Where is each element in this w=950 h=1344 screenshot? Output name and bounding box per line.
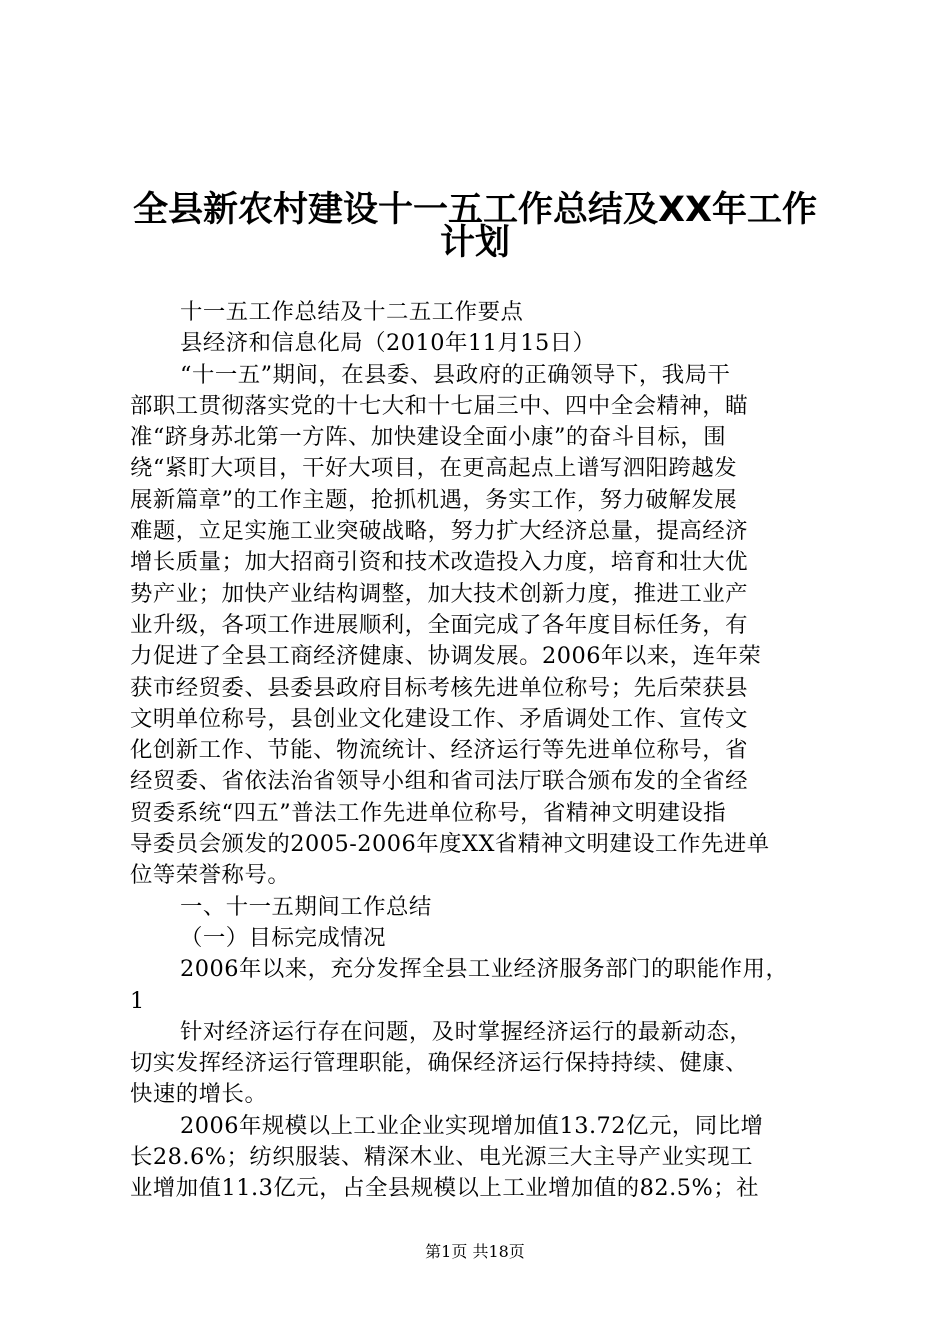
text-line: （一）目标完成情况 xyxy=(180,924,387,951)
text-line: 绕“紧盯大项目，干好大项目，在更高起点上谱写泗阳跨越发 xyxy=(130,455,738,482)
text-line: 增长质量；加大招商引资和技术改造投入力度，培育和壮大优 xyxy=(130,549,749,576)
text-line: 1 xyxy=(130,987,145,1014)
text-line: 针对经济运行存在问题，及时掌握经济运行的最新动态， xyxy=(180,1018,753,1045)
text-line: 县经济和信息化局（2010年11月15日） xyxy=(180,330,596,357)
text-line: 十一五工作总结及十二五工作要点 xyxy=(180,299,524,325)
document-title-line-2: 计划 xyxy=(439,223,510,263)
page-footer: 第1页 共18页 xyxy=(425,1242,525,1261)
text-line: “十一五”期间，在县委、县政府的正确领导下，我局干 xyxy=(180,361,731,388)
text-line: 业增加值11.3亿元，占全县规模以上工业增加值的82.5%；社 xyxy=(130,1175,760,1202)
text-line: 贸委系统“四五”普法工作先进单位称号，省精神文明建设指 xyxy=(130,799,727,826)
text-line: 文明单位称号，县创业文化建设工作、矛盾调处工作、宣传文 xyxy=(130,705,749,732)
text-line: 力促进了全县工商经济健康、协调发展。2006年以来，连年荣 xyxy=(130,643,762,670)
text-line: 获市经贸委、县委县政府目标考核先进单位称号；先后荣获县 xyxy=(130,674,749,701)
text-line: 业升级，各项工作进展顺利，全面完成了各年度目标任务，有 xyxy=(130,611,749,638)
text-line: 长28.6%；纺织服装、精深木业、电光源三大主导产业实现工 xyxy=(130,1144,754,1171)
text-line: 展新篇章”的工作主题，抢抓机遇，务实工作，努力破解发展 xyxy=(130,486,738,513)
text-line: 难题，立足实施工业突破战略，努力扩大经济总量，提高经济 xyxy=(130,518,749,545)
text-line: 化创新工作、节能、物流统计、经济运行等先进单位称号，省 xyxy=(130,737,749,764)
text-line: 快速的增长。 xyxy=(130,1081,268,1108)
text-line: 部职工贯彻落实党的十七大和十七届三中、四中全会精神，瞄 xyxy=(130,392,749,419)
document-title-line-1: 全县新农村建设十一五工作总结及XX年工作 xyxy=(133,190,817,230)
text-line: 一、十一五期间工作总结 xyxy=(180,893,432,920)
text-line: 准“跻身苏北第一方阵、加快建设全面小康”的奋斗目标，围 xyxy=(130,424,727,451)
text-line: 2006年以来，充分发挥全县工业经济服务部门的职能作用， xyxy=(180,956,789,983)
text-line: 经贸委、省依法治省领导小组和省司法厅联合颁布发的全省经 xyxy=(130,768,749,795)
text-line: 2006年规模以上工业企业实现增加值13.72亿元，同比增 xyxy=(180,1112,764,1139)
document-body xyxy=(130,297,835,1205)
text-line: 位等荣誉称号。 xyxy=(130,862,291,889)
text-line: 势产业；加快产业结构调整，加大技术创新力度，推进工业产 xyxy=(130,580,749,607)
text-line: 切实发挥经济运行管理职能，确保经济运行保持持续、健康、 xyxy=(130,1050,749,1077)
text-line: 导委员会颁发的2005-2006年度XX省精神文明建设工作先进单 xyxy=(130,831,770,858)
